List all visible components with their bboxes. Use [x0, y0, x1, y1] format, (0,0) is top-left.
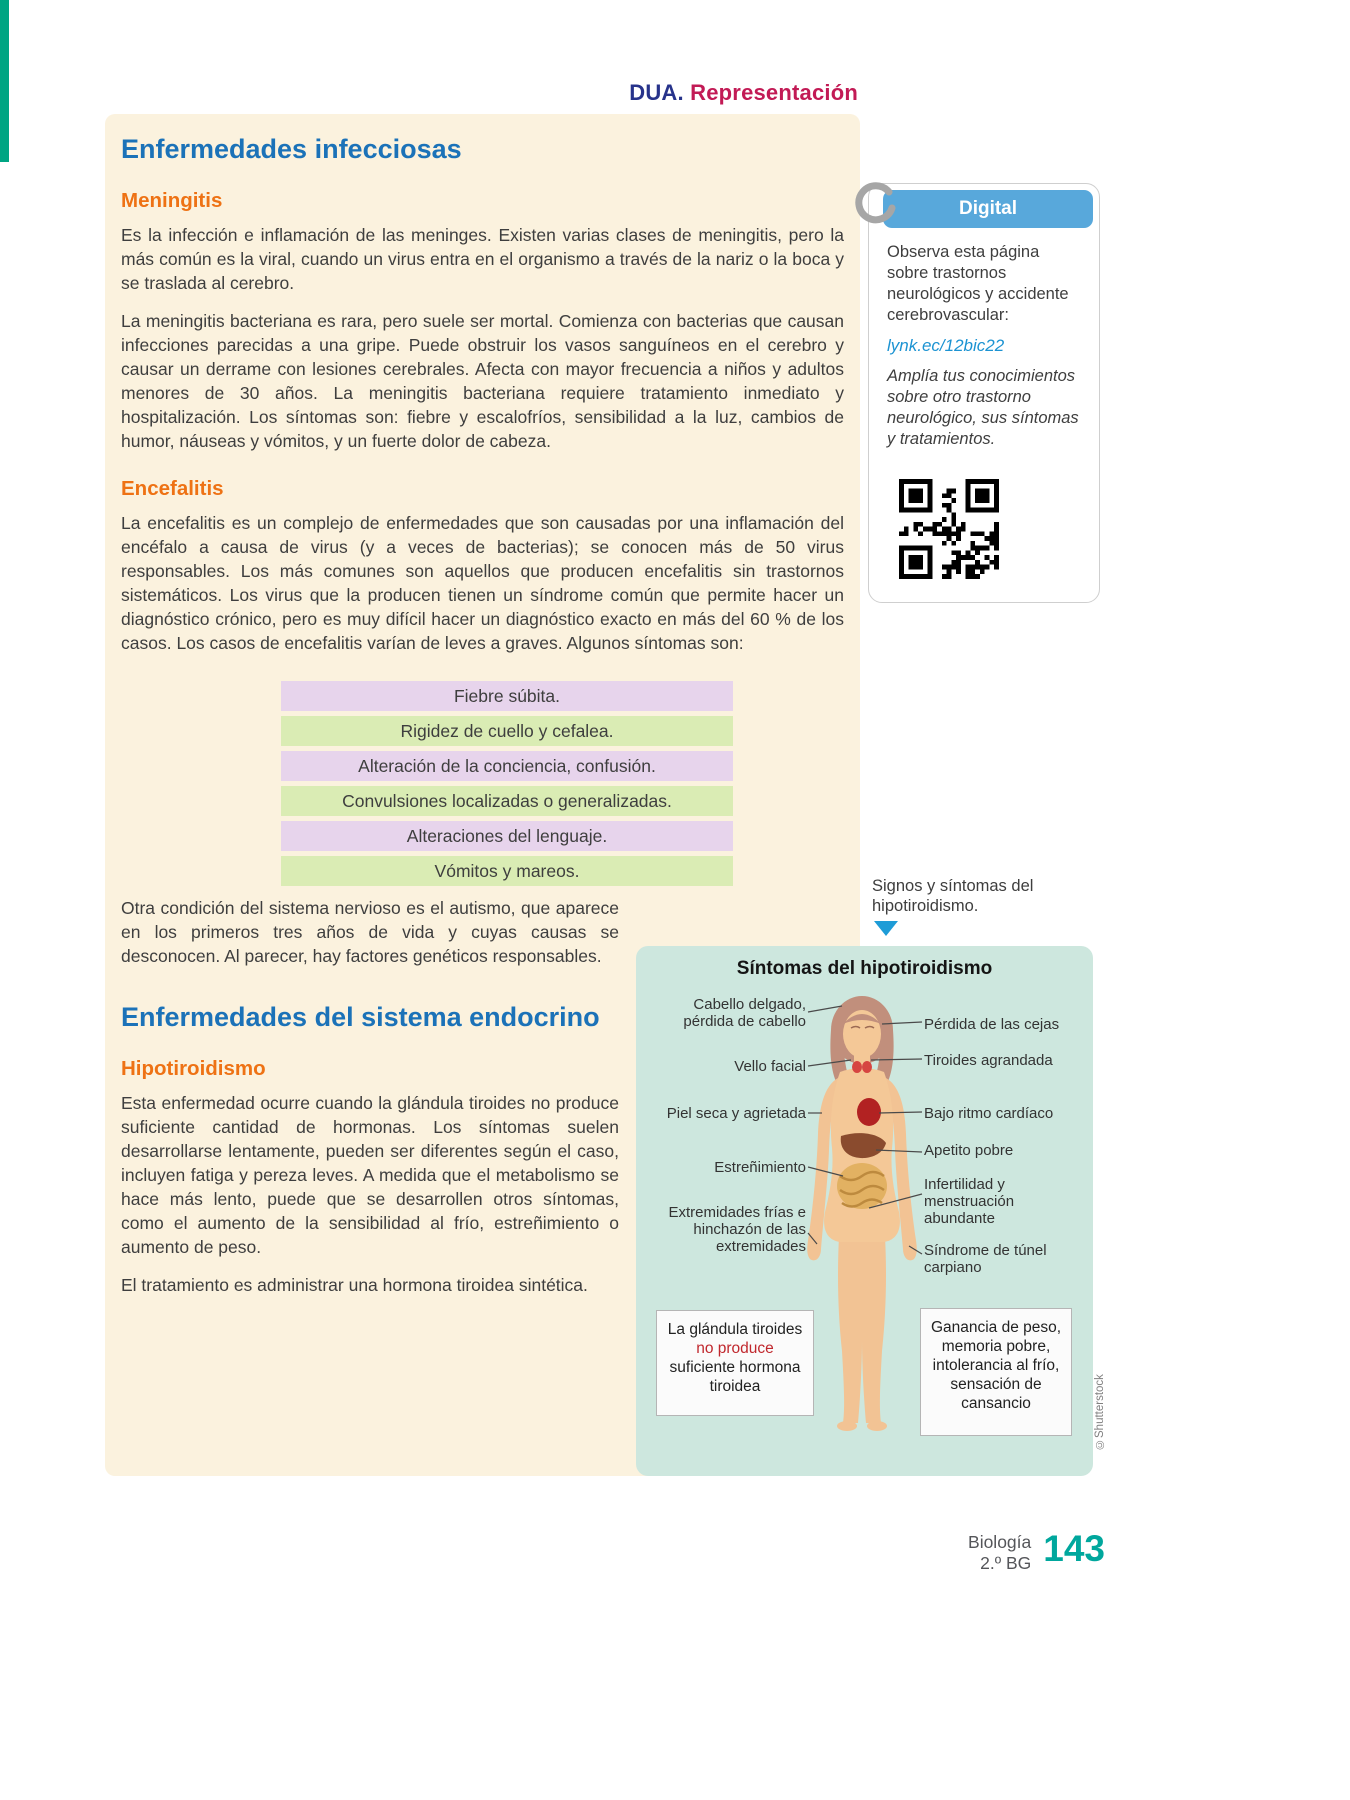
- paragraph-hipotiroidismo-2: El tratamiento es administrar una hormona tiroidea sintética.: [121, 1275, 588, 1295]
- symptom-bar: Vómitos y mareos.: [281, 856, 733, 886]
- digital-text: Observa esta página sobre trastornos neurológicos y accidente cerebrovascular:: [887, 243, 1069, 324]
- digital-header: Digital: [883, 190, 1093, 228]
- thyroid-note-pre: La glándula tiroides: [667, 1321, 803, 1338]
- heading-encefalitis: Encefalitis: [121, 477, 224, 500]
- symptom-bar: Rigidez de cuello y cefalea.: [281, 716, 733, 746]
- diagram-label: Infertilidad y menstruación abundante: [924, 1176, 1015, 1227]
- qr-code: [899, 479, 999, 579]
- diagram-label: Tiroides agrandada: [924, 1052, 1053, 1069]
- narrow-column: [121, 896, 619, 1297]
- diagram-label: Piel seca y agrietada: [666, 1105, 806, 1122]
- page-number: 143: [1043, 1528, 1105, 1569]
- symptom-bar: Fiebre súbita.: [281, 681, 733, 711]
- digital-body: [887, 242, 1085, 450]
- paragraph-meningitis-2: La meningitis bacteriana es rara, pero suele ser mortal. Comienza con bacterias que causan infecciones parecidas a una gripe. Puede obstruir los vasos sanguíneos en el cerebro y causar un derrame con lesiones cerebrales. Afecta con mayor frecuencia a niños y adultos menores de 30 años. La meningitis bacteriana requiere tratamiento inmediato y hospitalización. Los síntomas son: fiebre y escalofríos, sensibilidad a la luz, cambios de humor, náuseas y vómitos, y un fuerte dolor de cabeza.: [121, 311, 844, 451]
- section-title-endocrine: Enfermedades del sistema endocrino: [121, 1002, 600, 1032]
- thyroid-note-highlight: no produce: [696, 1340, 774, 1357]
- dua-tab: [500, 80, 858, 106]
- diagram-label: Extremidades frías e hinchazón de las extremidades: [668, 1204, 806, 1255]
- dua-tag-label: Representación: [690, 80, 858, 105]
- page-edge-bar: [0, 0, 9, 162]
- diagram-label: Vello facial: [734, 1058, 806, 1075]
- book-title-line2: 2.º BG: [980, 1553, 1032, 1573]
- paragraph-encefalitis: La encefalitis es un complejo de enfermedades que son causadas por una inflamación del encéfalo a causa de virus (y a veces de bacterias); se conocen más de 50 virus responsables. Los más comunes son aquellos que producen encefalitis sin trastornos sistemáticos. Los virus que la producen tienen un síndrome común que permite hacer un diagnóstico crónico, pero es muy difícil hacer un diagnóstico exacto en más del 60 % de los casos. Los casos de encefalitis varían de leves a graves. Algunos síntomas son:: [121, 513, 844, 653]
- image-credit: ©Shutterstock: [1094, 1374, 1106, 1450]
- diagram-title: Síntomas del hipotiroidismo: [736, 958, 993, 979]
- symptom-bar: Alteración de la conciencia, confusión.: [281, 751, 733, 781]
- paragraph-meningitis-1: Es la infección e inflamación de las meninges. Existen varias clases de meningitis, pero la más común es la viral, cuando un virus entra en el organismo a través de la nariz o la boca y se traslada al cerebro.: [121, 225, 844, 293]
- symptom-list: [281, 681, 733, 886]
- heading-hipotiroidismo: Hipotiroidismo: [121, 1057, 266, 1080]
- thyroid-note-post: suficiente hormona tiroidea: [669, 1359, 801, 1395]
- diagram-label: Estreñimiento: [714, 1159, 806, 1176]
- figure-caption: Signos y síntomas del hipotiroidismo.: [872, 877, 1034, 915]
- hypothyroidism-diagram: [636, 946, 1093, 1476]
- symptom-bar: Alteraciones del lenguaje.: [281, 821, 733, 851]
- paragraph-autismo: Otra condición del sistema nervioso es el autismo, que aparece en los primeros tres años de vida y cuyas causas se desconocen. Al parecer, hay factores genéticos responsables.: [121, 898, 619, 966]
- symptoms-note-box: Ganancia de peso, memoria pobre, intolerancia al frío, sensación de cansancio: [920, 1308, 1072, 1436]
- symptom-bar: Convulsiones localizadas o generalizadas.: [281, 786, 733, 816]
- digital-link[interactable]: lynk.ec/12bic22: [887, 336, 1005, 355]
- paragraph-hipotiroidismo-1: Esta enfermedad ocurre cuando la glándula tiroides no produce suficiente cantidad de hormonas. Los síntomas suelen desarrollarse lentamente, pueden ser diferentes según el caso, incluyen fatiga y pereza leves. A medida que el metabolismo se hace más lento, puede que se desarrollen otros síntomas, como el aumento de la sensibilidad al frío, estreñimiento o aumento de peso.: [121, 1093, 619, 1257]
- thyroid-note-box: [656, 1310, 814, 1416]
- diagram-label: Cabello delgado, pérdida de cabello: [683, 996, 806, 1030]
- diagram-label: Pérdida de las cejas: [924, 1016, 1060, 1033]
- heading-meningitis: Meningitis: [121, 189, 223, 212]
- dua-label: DUA.: [629, 80, 684, 105]
- diagram-label: Síndrome de túnel carpiano: [924, 1242, 1047, 1276]
- book-title-line1: Biología: [968, 1532, 1032, 1552]
- digital-note: Amplía tus conocimientos sobre otro trastorno neurológico, sus síntomas y tratamientos.: [887, 367, 1079, 448]
- diagram-label: Apetito pobre: [924, 1142, 1014, 1159]
- digital-callout: [868, 183, 1100, 603]
- digital-brand-icon: [849, 178, 901, 230]
- book-title: [968, 1532, 1031, 1574]
- page-footer: [968, 1528, 1105, 1574]
- caption-pointer-icon: [874, 921, 898, 936]
- section-title-infectious: Enfermedades infecciosas: [121, 134, 462, 164]
- diagram-label: Bajo ritmo cardíaco: [924, 1105, 1054, 1122]
